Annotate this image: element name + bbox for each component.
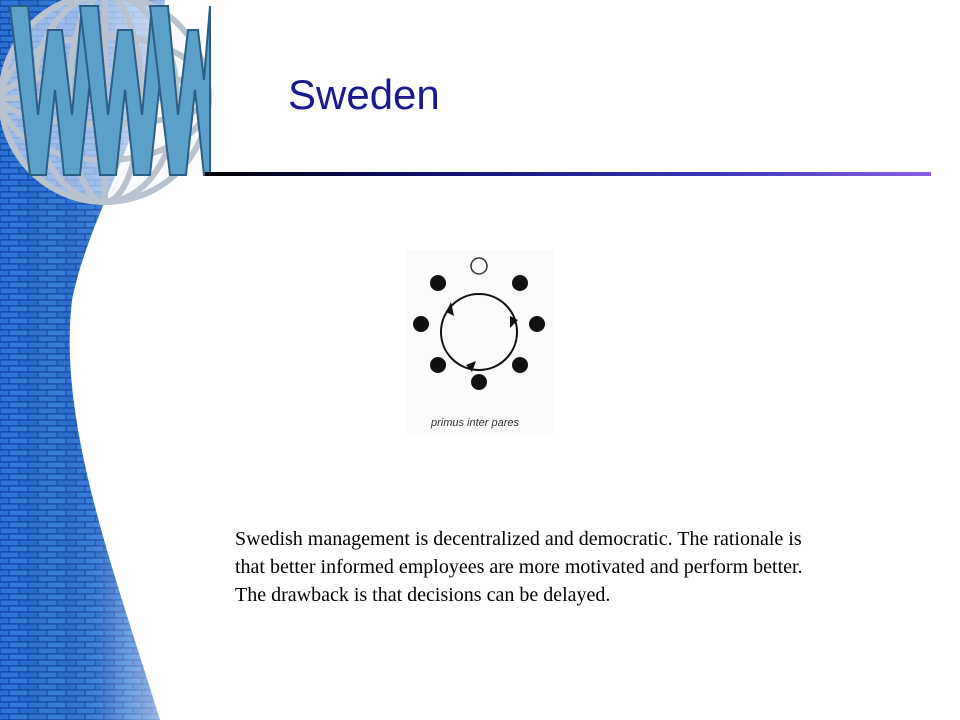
diagram-panel — [406, 250, 554, 436]
member-node — [512, 275, 528, 291]
member-node — [529, 316, 545, 332]
title-underline — [205, 172, 931, 176]
member-node — [512, 357, 528, 373]
member-node — [430, 275, 446, 291]
body-text: Swedish management is decentralized and democratic. The rationale is that better informed employees are more motivated and perform better. The drawback is that decisions can be delayed. — [235, 528, 803, 606]
slide-title: Sweden — [288, 71, 440, 118]
leader-node — [471, 258, 487, 274]
member-node — [471, 374, 487, 390]
diagram-caption: primus inter pares — [431, 417, 520, 429]
primus-inter-pares-diagram — [406, 250, 554, 436]
member-node — [430, 357, 446, 373]
member-node — [413, 316, 429, 332]
